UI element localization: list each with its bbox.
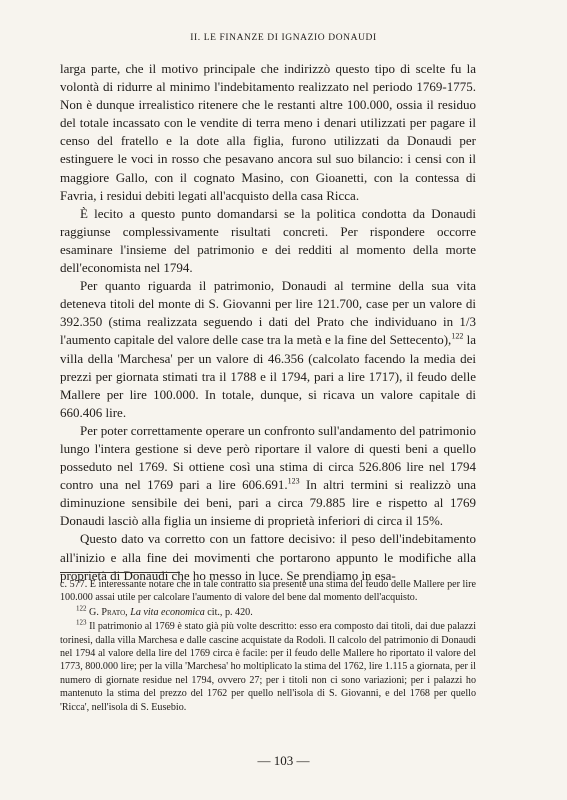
footnote-122-separator: , — [125, 606, 131, 618]
footnote-122-lead: G. — [86, 606, 102, 618]
paragraph-1: larga parte, che il motivo principale che indirizzò questo tipo di scelte fu la volontà di ridurre al minimo l'indebitamento realizzato nel periodo 1769-1775. Non è dunque irrealistico ritenere che le restanti altre 100.000, ossia il residuo del totale incassato con le vendite di terra meno i denari utilizzati per pagare il censo del fratello e la dote alla figlia, furono utilizzati da Donaudi per estinguere le voci in rosso che pesavano ancora sul suo bilancio: i censi con il maggiore Gallo, con il cognato Masino, con Gioanetti, con la contessa di Favria, i residui debiti legati all'acquisto della casa Ricca. — [60, 61, 476, 203]
page-number: — 103 — — [257, 753, 310, 768]
paragraph-5: Questo dato va corretto con un fattore decisivo: il peso dell'indebitamento all'inizio e alla fine dei movimenti che portarono appunto le modifiche alla proprietà di Donaudi che ho messo in luce. Se prendiamo in esa- — [60, 531, 476, 583]
footnote-separator — [60, 572, 180, 573]
paragraph-4-part-a: Per poter correttamente operare un confronto sull'andamento del patrimonio lungo l'intera gestione si deve però riportare il valore di questi beni a quello posseduto nel 1769. Si ottiene così una stima di circa 526.806 lire nel 1794 contro una nel 1769 pari a lire 606.691. — [60, 422, 476, 493]
footnotes — [60, 578, 476, 715]
footnote-ref-123: 123 — [287, 476, 300, 486]
footnote-number-123: 123 — [76, 618, 87, 627]
paragraph-2: È lecito a questo punto domandarsi se la politica condotta da Donaudi raggiunse complessivamente risultati concreti. Per rispondere occorre esaminare l'insieme del patrimonio e dei redditi al momento della morte dell'economista nel 1794. — [60, 205, 476, 276]
footnote-122 — [60, 606, 476, 619]
footnote-123 — [60, 620, 476, 714]
footnote-122-author: Prato — [101, 606, 126, 618]
paragraph-4-part-b: In altri termini si realizzò una diminuzione sensibile dei beni, pari a circa 79.885 lire e rispetto al 1769 Donaudi lasciò alla figlia un insieme di proprietà inferiori di circa il 15%. — [60, 477, 477, 529]
footnote-continuation: c. 577. È interessante notare che in tale contratto sia presente una stima del feudo delle Mallere per lire 100.000 assai utile per calcolare l'aumento di valore del bene dal momento dell'acquisto. — [60, 579, 476, 604]
paragraph-3-part-b: la villa della 'Marchesa' per un valore di 46.356 (calcolato facendo la media dei prezzi per giornata stimati tra il 1788 e il 1794, pari a lire 1717), il feudo delle Mallere per lire 100.000. In totale, dunque, si ricava un valore capitale di 660.406 lire. — [60, 332, 476, 420]
body-text — [60, 60, 476, 585]
footnote-ref-122: 122 — [451, 332, 464, 342]
running-header: II. LE FINANZE DI IGNAZIO DONAUDI — [190, 33, 377, 43]
footnote-122-title: La vita economica — [130, 606, 205, 618]
footnote-122-citation: cit., p. 420. — [204, 606, 253, 618]
footnote-number-122: 122 — [76, 604, 87, 613]
paragraph-3 — [60, 277, 476, 422]
paragraph-4 — [60, 422, 476, 531]
paragraph-3-part-a: Per quanto riguarda il patrimonio, Donaudi al termine della sua vita deteneva titoli del monte di S. Giovanni per lire 121.700, case per un valore di 392.350 (stima realizzata seguendo i dati del Prato che individuano in 1/3 l'aumento capitale del valore delle case tra la metà e la fine del Settecento), — [60, 278, 476, 348]
footnote-123-text: Il patrimonio al 1769 è stato già più volte descritto: esso era composto dai titoli, dai due palazzi torinesi, dalla villa Marchesa e dalle cascine acquistate da Rodolì. Il calcolo del patrimonio di Donaudi nel 1794 al valore della lire del 1769 circa è facile: per il feudo delle Mallere ho riportato il valore del 1773, 800.000 lire; per la villa 'Marchesa' ho moltiplicato la stima del 1762, lire 1.115 a giornata, per il numero di giornate residue nel 1794, ovvero 27; per i titoli non ci sono variazioni; per i palazzi ho mantenuto la stima del prezzo del 1762 per quello nell'isola di S. Giovanni, e del 1768 per quello 'Ricca', nell'isola di S. Eusebio. — [60, 621, 476, 713]
